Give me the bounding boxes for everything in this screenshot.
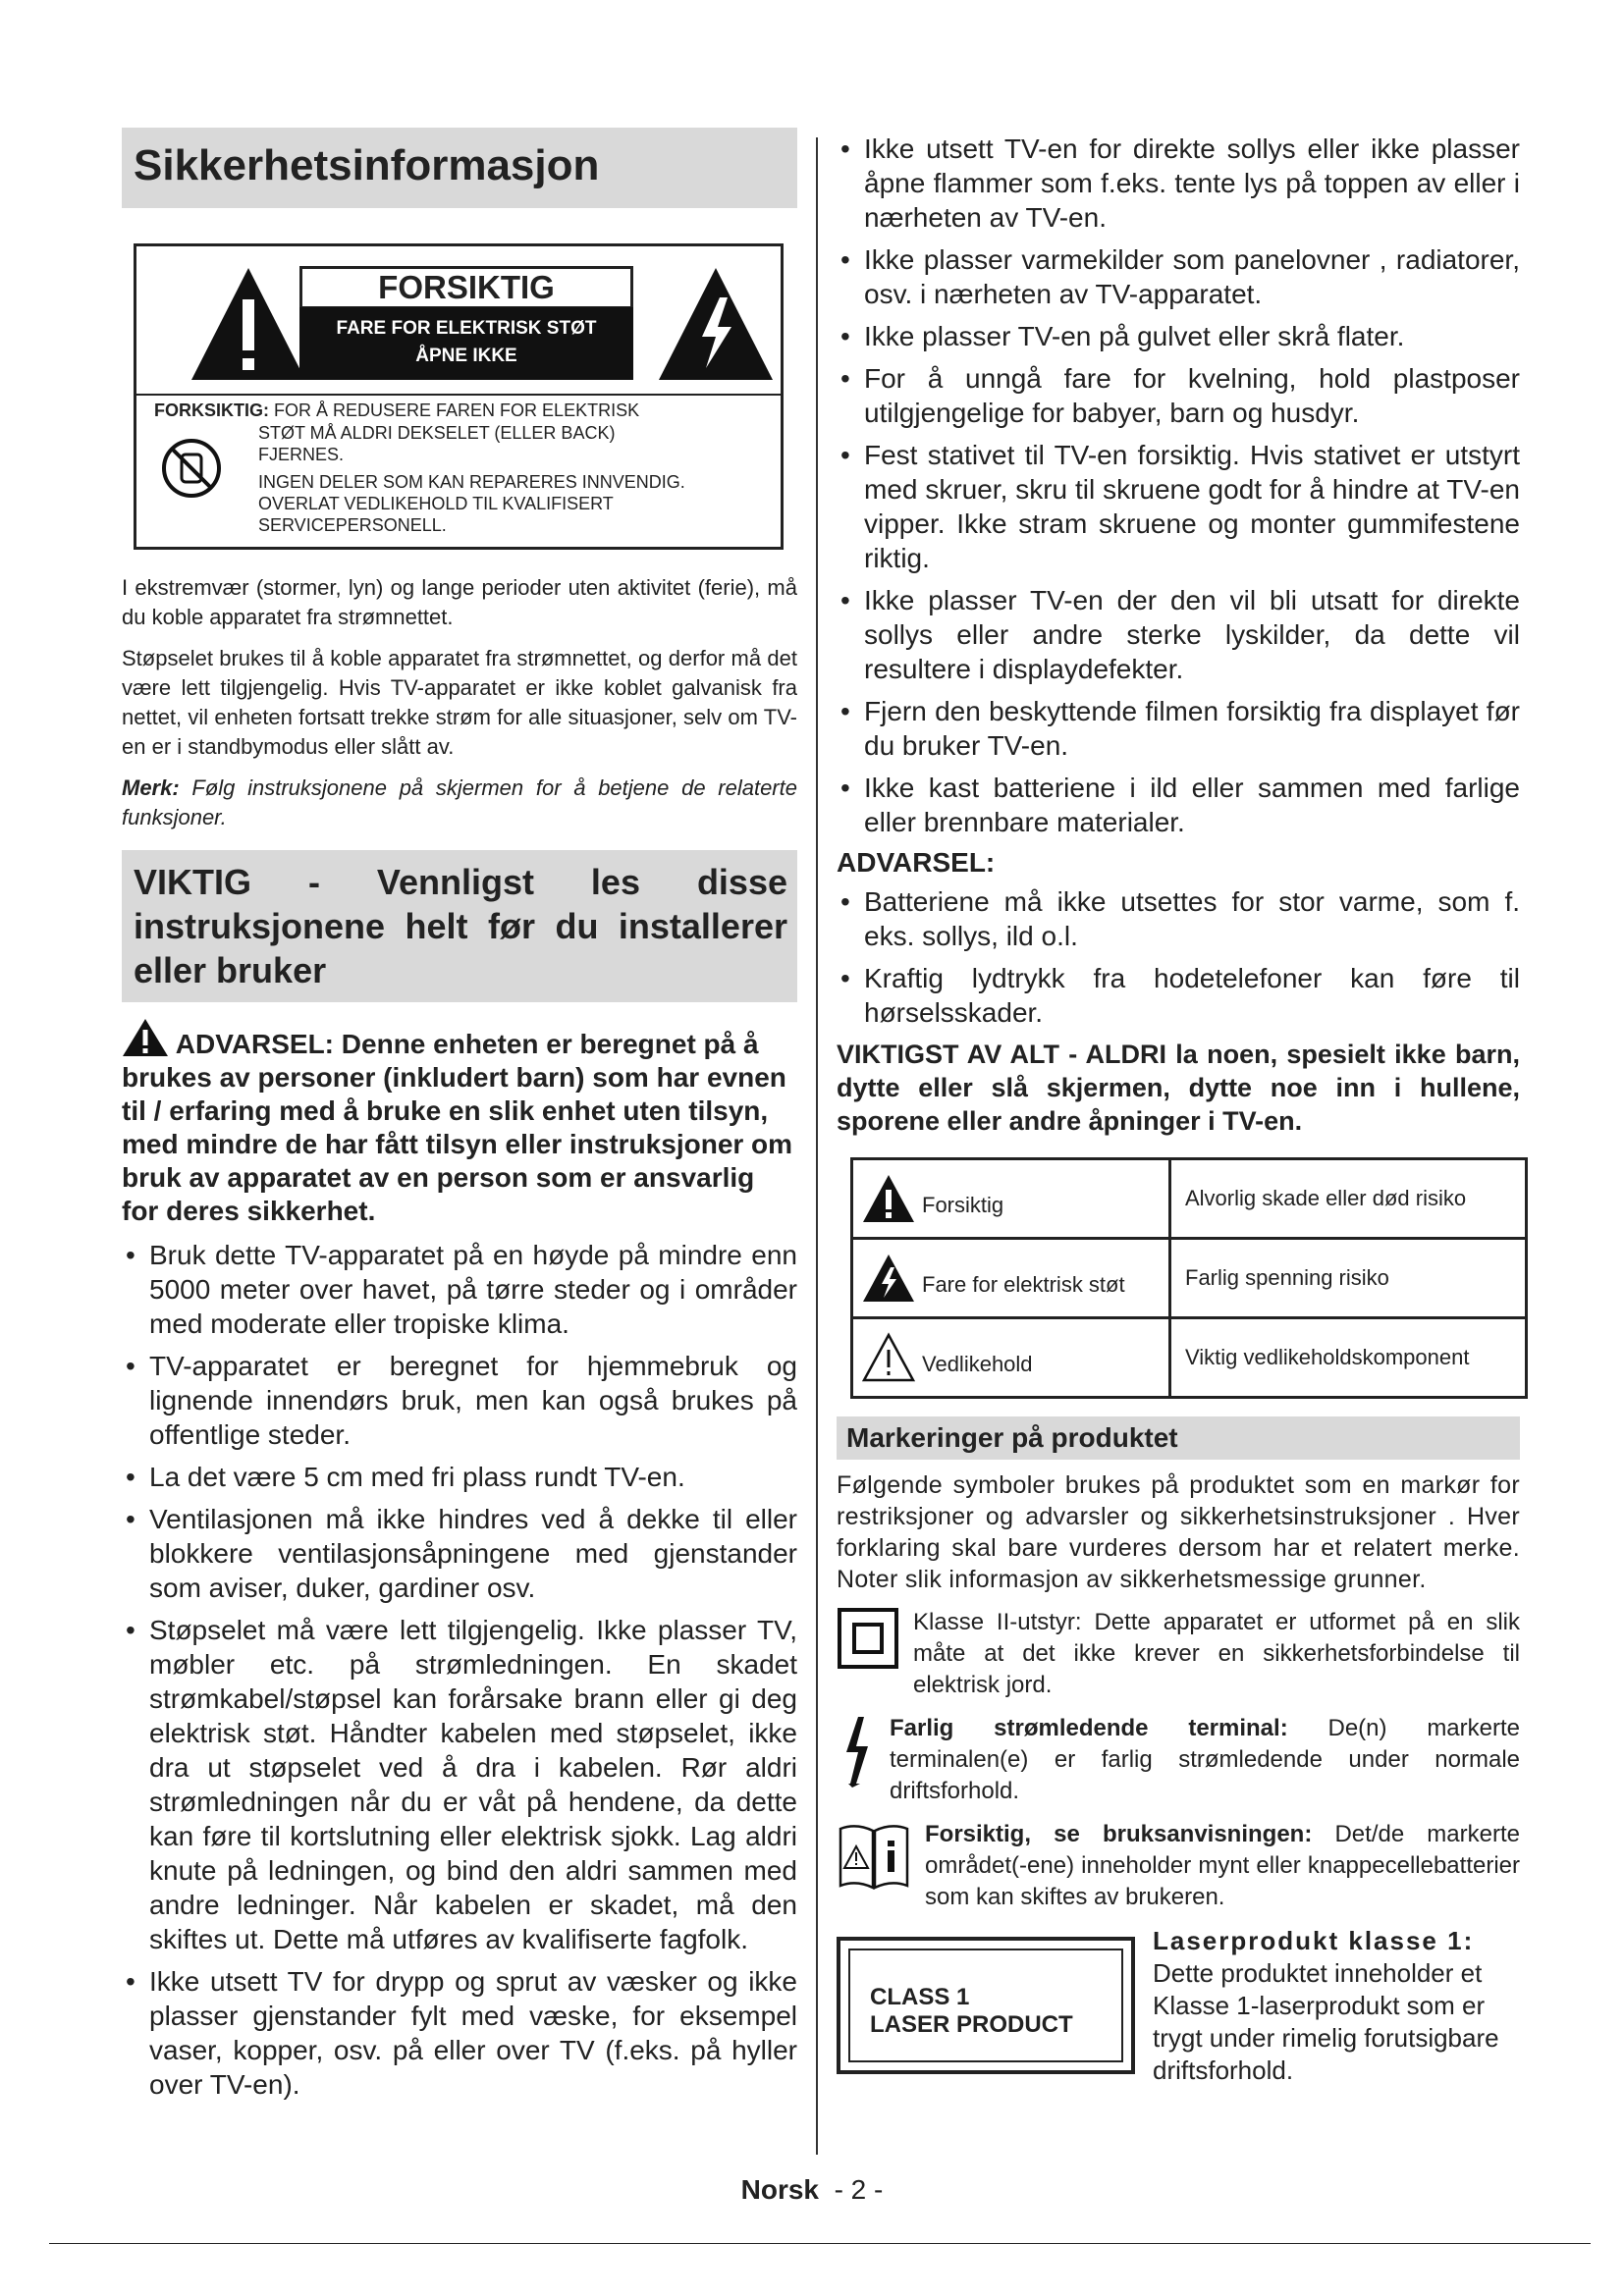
meaning-cell: Viktig vedlikeholdskomponent [1170,1318,1527,1398]
terminal-marking [837,1713,1520,1807]
warning-text: Denne enheten er beregnet på å brukes av personer (inkludert barn) som har evnen til / erfaring med å bruke en slik enhet uten tilsyn, med mindre de har fått tilsyn eller instruksjoner om bruk av apparatet av en person som er ansvarlig for deres sikkerhet. [122,1029,793,1226]
page-footer [0,2174,1624,2206]
caution-line3: FJERNES. [258,445,345,464]
warning-triangle-icon [122,1018,169,1057]
laser-label: Laserprodukt klasse 1: [1153,1926,1475,1955]
class-ii-double-square-icon [837,1607,899,1670]
caution-label: FORKSIKTIG: [154,400,269,420]
laser-marking [837,1925,1520,2087]
page-title: Sikkerhetsinformasjon [122,128,797,208]
list-item: • Ikke plasser TV-en på gulvet eller skrå flater. [837,319,1520,353]
footer-language: Norsk [740,2174,820,2205]
caution-band-line2: ÅPNE IKKE [415,346,517,366]
list-item: • Ikke kast batteriene i ild eller sammen med farlige eller brennbare materialer. [837,771,1520,839]
right-column [837,132,1520,2087]
paragraph-storm: I ekstremvær (stormer, lyn) og lange perioder uten aktivitet (ferie), må du koble apparatet fra strømnettet. [122,575,797,629]
class1-laser-label [837,1937,1135,2074]
note-label: Merk: [122,775,180,800]
caution-triangle-icon [861,1173,916,1224]
do-not-open-icon [160,437,223,500]
caution-divider [136,394,781,396]
laser-label-text [870,1984,1073,2039]
manual-marking [837,1819,1520,1913]
exclamation-triangle-icon [189,266,307,382]
markings-intro: Følgende symboler brukes på produktet som en markør for restriksjoner og advarsler og sikkerhetsinstruksjoner . Hver forklaring skal bare vurderes dersom har et relatert merke. Noter slik informasjon av sikkerhetsmessige grunner. [837,1471,1520,1593]
terminal-label: Farlig strømledende terminal: [890,1715,1288,1741]
list-item: • La det være 5 cm med fri plass rundt TV-en. [122,1460,797,1494]
class2-text: Klasse II-utstyr: Dette apparatet er utformet på en slik måte at det ikke krever en sikkerhetsforbindelse til elektrisk jord. [913,1609,1520,1698]
list-item: • Ikke plasser TV-en der den vil bli utsatt for direkte sollys eller andre sterke lyskilder, da dette vil resultere i displaydefekter. [837,583,1520,686]
caution-line5: OVERLAT VEDLIKEHOLD TIL KVALIFISERT [258,494,614,513]
page-number: - 2 - [834,2174,884,2205]
manual-label: Forsiktig, se bruksanvisningen: [925,1821,1313,1847]
laser-desc: Dette produktet inneholder et Klasse 1-laserprodukt som er trygt under rimelig forutsigbare driftsforhold. [1153,1958,1499,2085]
advarsel-heading: ADVARSEL: [837,847,996,878]
markings-heading: Markeringer på produktet [837,1416,1520,1460]
most-important-paragraph: VIKTIGST AV ALT - ALDRI la noen, spesielt ikke barn, dytte eller slå skjermen, dytte noe inn i hullene, sporene eller andre åpninger i TV-en. [837,1040,1520,1136]
paragraph-plug: Støpselet brukes til å koble apparatet fra strømnettet, og derfor må det være lett tilgjengelig. Hvis TV-apparatet er ikke koblet galvanisk fra nettet, vil enheten fortsatt trekke strøm for alle situasjoner, selv om TV-en er i standbymodus eller slått av. [122,646,797,759]
list-item: • Ikke utsett TV for drypp og sprut av væsker og ikke plasser gjenstander fylt med væske, for eksempel vaser, kopper, osv. på eller over TV (f.eks. på hyller over TV-en). [122,1964,797,2102]
electric-shock-triangle-icon [861,1253,916,1304]
class2-marking [837,1607,1520,1701]
terminal-desc: De(n) markerte terminalen(e) er farlig strømledende under normale driftsforhold. [890,1715,1521,1804]
left-column [122,128,797,2109]
left-bullet-list [122,1238,797,2102]
table-row [852,1318,1527,1398]
symbol-cell [852,1159,1170,1239]
meaning-cell: Farlig spenning risiko [1170,1239,1527,1318]
list-item: • Fjern den beskyttende filmen forsiktig fra displayet før du bruker TV-en. [837,694,1520,763]
caution-band-line1: FARE FOR ELEKTRISK STØT [336,318,597,339]
live-terminal-bolt-icon [837,1713,876,1791]
laser-label-line2: LASER PRODUCT [870,2011,1073,2038]
lightning-triangle-icon [657,266,775,382]
caution-box [134,243,784,550]
warning-label: ADVARSEL: [175,1029,335,1059]
symbol-label: Forsiktig [922,1193,1004,1217]
list-item: • Ikke plasser varmekilder som panelovner , radiatorer, osv. i nærheten av TV-apparatet. [837,242,1520,311]
manual-desc: Det/de markerte området(-ene) inneholder mynt eller knappecellebatterier som kan skiftes av brukeren. [925,1821,1520,1910]
maintenance-triangle-icon [861,1332,916,1383]
list-item: • For å unngå fare for kvelning, hold plastposer utilgjengelige for babyer, barn og husdyr. [837,361,1520,430]
symbol-table [850,1157,1528,1399]
caution-text1: FOR Å REDUSERE FAREN FOR ELEKTRISK [274,400,640,420]
list-item: • Ventilasjonen må ikke hindres ved å dekke til eller blokkere ventilasjonsåpningene med gjenstander som aviser, duker, gardiner osv. [122,1502,797,1605]
list-item: • Støpselet må være lett tilgjengelig. Ikke plasser TV, møbler etc. på strømledningen. En skadet strømkabel/støpsel kan forårsake brann eller gi deg elektrisk støt. Håndter kabelen med støpselet, ikke dra ut støpselet ved å dra i kabelen. Rør aldri strømledningen når du er våt på hendene, da dette kan føre til kortslutning eller elektrisk sjokk. Lag aldri knute på ledningen, og bind den aldri sammen med andre ledninger. Når kabelen er skadet, må den skiftes ut. Dette må utføres av kvalifiserte fagfolk. [122,1613,797,1956]
right-bullet-list [837,132,1520,839]
caution-line1 [154,400,639,421]
symbol-cell [852,1239,1170,1318]
manual-text [925,1819,1520,1913]
warning-paragraph [122,1018,797,1228]
column-divider [816,137,818,2155]
see-manual-book-icon [837,1819,911,1894]
symbol-cell [852,1318,1170,1398]
laser-label-line1: CLASS 1 [870,1984,970,2010]
list-item: • Kraftig lydtrykk fra hodetelefoner kan føre til hørselsskader. [837,961,1520,1030]
caution-line4: INGEN DELER SOM KAN REPARERES INNVENDIG. [258,472,685,492]
list-item: • Batteriene må ikke utsettes for stor varme, som f. eks. sollys, ild o.l. [837,884,1520,953]
caution-line2: STØT MÅ ALDRI DEKSELET (ELLER BACK) [258,423,616,443]
note-text: Følg instruksjonene på skjermen for å betjene de relaterte funksjoner. [122,775,797,829]
laser-text [1153,1925,1520,2087]
advarsel-list [837,884,1520,1030]
note [122,774,797,832]
footer-rule [49,2243,1591,2244]
list-item: • Ikke utsett TV-en for direkte sollys eller ikke plasser åpne flammer som f.eks. tente lys på toppen av eller i nærheten av TV-en. [837,132,1520,235]
important-heading: VIKTIG - Vennligst les disse instruksjonene helt før du installerer eller bruker [122,850,797,1002]
terminal-text [890,1713,1520,1807]
list-item: • TV-apparatet er beregnet for hjemmebruk og lignende innendørs bruk, men kan også brukes på offentlige steder. [122,1349,797,1452]
symbol-label: Fare for elektrisk støt [922,1272,1125,1297]
list-item: • Fest stativet til TV-en forsiktig. Hvis stativet er utstyrt med skruer, skru til skruene godt for å hindre at TV-en vipper. Ikke stram skruene og monter gummifestene riktig. [837,438,1520,575]
table-row [852,1239,1527,1318]
caution-line6: SERVICEPERSONELL. [258,515,447,535]
caution-band [299,307,633,380]
list-item: • Bruk dette TV-apparatet på en høyde på mindre enn 5000 meter over havet, på tørre steder og i områder med moderate eller tropiske klima. [122,1238,797,1341]
caution-heading: FORSIKTIG [299,266,633,309]
meaning-cell: Alvorlig skade eller død risiko [1170,1159,1527,1239]
symbol-label: Vedlikehold [922,1352,1033,1376]
table-row [852,1159,1527,1239]
